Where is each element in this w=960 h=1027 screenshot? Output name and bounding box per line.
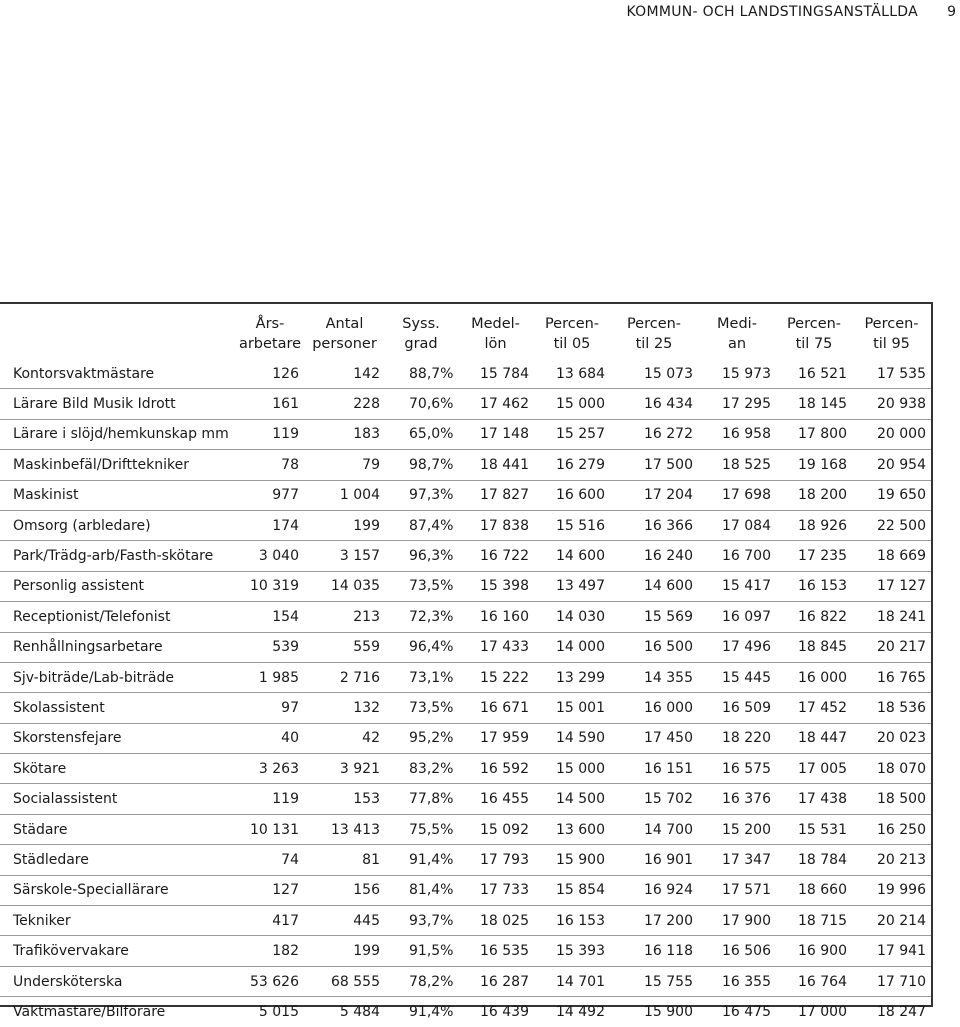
cell-antal-personer: 79 [362,456,380,473]
cell-occupation: Skötare [13,760,67,777]
cell-occupation: Tekniker [13,912,71,929]
cell-medellon: 15 092 [480,821,529,838]
cell-median: 18 220 [722,730,771,747]
cell-percentil-25: 16 118 [644,943,693,960]
cell-syss-grad: 91,4% [409,1003,454,1020]
cell-median: 16 506 [722,943,771,960]
column-header-line1: Percen- [864,316,919,332]
cell-syss-grad: 88,7% [409,365,454,382]
cell-percentil-95: 18 241 [877,608,926,625]
cell-arsarbetare: 10 131 [250,821,299,838]
cell-medellon: 18 025 [480,912,529,929]
cell-percentil-05: 15 257 [556,426,605,443]
table-row [0,602,931,632]
cell-percentil-95: 20 954 [877,456,926,473]
cell-arsarbetare: 40 [281,730,299,747]
cell-medellon: 15 784 [480,365,529,382]
cell-percentil-25: 15 073 [644,365,693,382]
cell-median: 17 496 [722,639,771,656]
cell-medellon: 16 455 [480,791,529,808]
cell-antal-personer: 142 [353,365,380,382]
cell-medellon: 16 535 [480,943,529,960]
column-header-percentil-75 [776,304,852,359]
cell-syss-grad: 87,4% [409,517,454,534]
cell-arsarbetare: 154 [272,608,299,625]
cell-syss-grad: 96,3% [409,548,454,565]
cell-percentil-95: 22 500 [877,517,926,534]
cell-antal-personer: 5 484 [339,1003,380,1020]
cell-occupation: Park/Trädg-arb/Fasth-skötare [13,548,214,565]
cell-percentil-95: 17 535 [877,365,926,382]
cell-median: 17 347 [722,851,771,868]
table-row [0,632,931,662]
cell-percentil-25: 14 700 [644,821,693,838]
cell-medellon: 17 148 [480,426,529,443]
column-header-percentil-95 [852,304,931,359]
cell-median: 17 295 [722,396,771,413]
cell-occupation: Receptionist/Telefonist [13,608,171,625]
cell-antal-personer: 13 413 [331,821,380,838]
column-header-line2: til 05 [553,336,591,352]
cell-arsarbetare: 119 [272,426,299,443]
cell-median: 16 958 [722,426,771,443]
cell-medellon: 18 441 [480,456,529,473]
cell-percentil-25: 15 755 [644,973,693,990]
cell-percentil-05: 15 393 [556,943,605,960]
cell-syss-grad: 93,7% [409,912,454,929]
cell-percentil-75: 18 845 [798,639,847,656]
cell-median: 16 475 [722,1003,771,1020]
cell-antal-personer: 153 [353,791,380,808]
cell-median: 16 376 [722,791,771,808]
cell-syss-grad: 78,2% [409,973,454,990]
cell-occupation: Sjv-biträde/Lab-biträde [13,669,174,686]
cell-percentil-75: 17 800 [798,426,847,443]
cell-percentil-25: 16 924 [644,882,693,899]
cell-percentil-05: 13 600 [556,821,605,838]
cell-percentil-95: 18 669 [877,548,926,565]
cell-percentil-75: 18 145 [798,396,847,413]
cell-percentil-75: 16 000 [798,669,847,686]
cell-percentil-05: 14 500 [556,791,605,808]
cell-medellon: 17 959 [480,730,529,747]
cell-percentil-25: 14 600 [644,578,693,595]
cell-median: 15 973 [722,365,771,382]
cell-syss-grad: 95,2% [409,730,454,747]
column-header-arsarbetare [236,304,304,359]
cell-percentil-25: 15 569 [644,608,693,625]
cell-percentil-05: 15 001 [556,699,605,716]
cell-syss-grad: 72,3% [409,608,454,625]
cell-arsarbetare: 78 [281,456,299,473]
cell-medellon: 17 733 [480,882,529,899]
column-header-line1: Percen- [544,316,600,332]
cell-syss-grad: 91,4% [409,851,454,868]
table-row [0,845,931,875]
cell-arsarbetare: 53 626 [250,973,299,990]
table-row [0,541,931,571]
cell-percentil-75: 16 764 [798,973,847,990]
cell-percentil-75: 18 926 [798,517,847,534]
table-row [0,875,931,905]
cell-percentil-05: 15 000 [556,760,605,777]
cell-arsarbetare: 127 [272,882,299,899]
cell-antal-personer: 3 921 [339,760,380,777]
cell-syss-grad: 75,5% [409,821,454,838]
cell-antal-personer: 156 [353,882,380,899]
cell-percentil-25: 15 702 [644,791,693,808]
cell-syss-grad: 83,2% [409,760,454,777]
cell-median: 16 575 [722,760,771,777]
cell-percentil-95: 18 536 [877,699,926,716]
cell-percentil-05: 16 600 [556,487,605,504]
column-header-line2: til 75 [795,336,833,352]
cell-percentil-95: 20 214 [877,912,926,929]
salary-table [0,304,931,1027]
table-row [0,754,931,784]
column-header-line1: Percen- [626,316,682,332]
cell-occupation: Vaktmästare/Bilförare [13,1003,166,1020]
cell-percentil-25: 17 200 [644,912,693,929]
cell-percentil-95: 19 650 [877,487,926,504]
page-number: 9 [947,4,956,20]
cell-percentil-05: 16 279 [556,456,605,473]
column-header-line2: personer [312,336,377,352]
cell-medellon: 17 793 [480,851,529,868]
table-row [0,906,931,936]
column-header-line1: Percen- [786,316,842,332]
cell-median: 17 698 [722,487,771,504]
cell-percentil-75: 17 452 [798,699,847,716]
cell-percentil-25: 14 355 [644,669,693,686]
table-row [0,997,931,1027]
table-row [0,389,931,419]
cell-percentil-25: 16 366 [644,517,693,534]
table-row [0,419,931,449]
cell-occupation: Lärare Bild Musik Idrott [13,396,176,413]
cell-percentil-75: 19 168 [798,456,847,473]
cell-percentil-75: 16 822 [798,608,847,625]
cell-antal-personer: 445 [353,912,380,929]
cell-percentil-75: 17 438 [798,791,847,808]
cell-antal-personer: 199 [353,517,380,534]
cell-occupation: Trafikövervakare [13,943,129,960]
cell-syss-grad: 77,8% [409,791,454,808]
cell-occupation: Skolassistent [13,699,105,716]
cell-percentil-05: 14 492 [556,1003,605,1020]
cell-percentil-75: 18 715 [798,912,847,929]
cell-percentil-75: 18 447 [798,730,847,747]
column-header-line2: arbetare [238,336,302,352]
cell-arsarbetare: 3 263 [258,760,299,777]
cell-median: 16 097 [722,608,771,625]
cell-syss-grad: 73,1% [409,669,454,686]
cell-arsarbetare: 417 [272,912,299,929]
column-header-line2: til 95 [873,336,910,352]
cell-percentil-05: 14 000 [556,639,605,656]
cell-arsarbetare: 977 [272,487,299,504]
cell-percentil-95: 20 000 [877,426,926,443]
table-row [0,966,931,996]
cell-occupation: Lärare i slöjd/hemkunskap mm [13,426,229,443]
cell-arsarbetare: 539 [272,639,299,656]
cell-occupation: Socialassistent [13,791,118,808]
cell-arsarbetare: 1 985 [258,669,299,686]
column-header-line2: grad [404,336,438,352]
cell-percentil-05: 14 030 [556,608,605,625]
cell-syss-grad: 81,4% [409,882,454,899]
cell-median: 16 355 [722,973,771,990]
cell-occupation: Personlig assistent [13,578,144,595]
cell-medellon: 17 433 [480,639,529,656]
column-header-line1: Medel- [471,316,520,332]
cell-medellon: 17 462 [480,396,529,413]
cell-arsarbetare: 182 [272,943,299,960]
column-header-line2: lön [484,336,507,352]
cell-medellon: 16 287 [480,973,529,990]
cell-median: 16 509 [722,699,771,716]
table-row [0,450,931,480]
cell-median: 15 417 [722,578,771,595]
cell-percentil-75: 18 200 [798,487,847,504]
cell-percentil-25: 16 000 [644,699,693,716]
cell-occupation: Omsorg (arbledare) [13,517,151,534]
cell-percentil-25: 15 900 [644,1003,693,1020]
cell-syss-grad: 96,4% [409,639,454,656]
column-header-antal-personer [304,304,385,359]
cell-occupation: Städledare [13,851,89,868]
cell-percentil-05: 15 000 [556,396,605,413]
cell-percentil-25: 16 901 [644,851,693,868]
table-row [0,723,931,753]
cell-median: 17 900 [722,912,771,929]
table-row [0,359,931,389]
column-header-line1: Medi- [717,316,757,332]
column-header-syss-grad [385,304,457,359]
table-row [0,814,931,844]
cell-medellon: 17 838 [480,517,529,534]
column-header-line2: an [727,336,747,352]
cell-occupation: Maskinist [13,487,79,504]
cell-percentil-05: 16 153 [556,912,605,929]
column-header-percentil-25 [610,304,698,359]
cell-percentil-75: 17 000 [798,1003,847,1020]
cell-syss-grad: 91,5% [409,943,454,960]
cell-antal-personer: 228 [353,396,380,413]
cell-percentil-75: 16 521 [798,365,847,382]
running-title: KOMMUN- OCH LANDSTINGSANSTÄLLDA [626,4,918,20]
column-header-occupation [0,304,236,359]
cell-percentil-95: 18 500 [877,791,926,808]
cell-occupation: Skorstensfejare [13,730,122,747]
cell-percentil-95: 19 996 [877,882,926,899]
cell-percentil-05: 14 600 [556,548,605,565]
cell-median: 15 200 [722,821,771,838]
cell-antal-personer: 183 [353,426,380,443]
cell-antal-personer: 81 [362,851,380,868]
cell-median: 15 445 [722,669,771,686]
cell-occupation: Maskinbefäl/Drifttekniker [13,456,189,473]
cell-percentil-75: 16 900 [798,943,847,960]
cell-arsarbetare: 126 [272,365,299,382]
cell-antal-personer: 68 555 [331,973,380,990]
table-row [0,510,931,540]
cell-medellon: 16 671 [480,699,529,716]
cell-arsarbetare: 3 040 [258,548,299,565]
cell-medellon: 17 827 [480,487,529,504]
column-header-line1: Antal [325,316,364,332]
cell-percentil-05: 13 684 [556,365,605,382]
column-header-medellon [457,304,534,359]
cell-medellon: 16 160 [480,608,529,625]
cell-percentil-05: 14 590 [556,730,605,747]
cell-medellon: 15 398 [480,578,529,595]
cell-percentil-75: 17 235 [798,548,847,565]
cell-percentil-25: 17 204 [644,487,693,504]
cell-arsarbetare: 161 [272,396,299,413]
cell-antal-personer: 14 035 [331,578,380,595]
cell-antal-personer: 132 [353,699,380,716]
cell-percentil-25: 17 450 [644,730,693,747]
cell-syss-grad: 70,6% [409,396,454,413]
cell-percentil-25: 16 151 [644,760,693,777]
table-header [0,304,931,359]
cell-antal-personer: 3 157 [339,548,380,565]
cell-syss-grad: 73,5% [409,578,454,595]
cell-medellon: 16 592 [480,760,529,777]
table-row [0,480,931,510]
cell-occupation: Städare [13,821,68,838]
cell-occupation: Undersköterska [13,973,123,990]
cell-percentil-95: 18 247 [877,1003,926,1020]
cell-occupation: Renhållningsarbetare [13,639,163,656]
cell-occupation: Särskole-Speciallärare [13,882,169,899]
cell-percentil-05: 15 854 [556,882,605,899]
cell-percentil-95: 17 941 [877,943,926,960]
cell-percentil-75: 18 660 [798,882,847,899]
cell-median: 17 084 [722,517,771,534]
cell-syss-grad: 73,5% [409,699,454,716]
cell-percentil-05: 15 900 [556,851,605,868]
cell-median: 16 700 [722,548,771,565]
column-header-line1: Syss. [402,316,440,332]
cell-syss-grad: 97,3% [409,487,454,504]
cell-percentil-95: 20 217 [877,639,926,656]
cell-arsarbetare: 74 [281,851,299,868]
cell-percentil-95: 20 938 [877,396,926,413]
table-row [0,784,931,814]
cell-arsarbetare: 5 015 [258,1003,299,1020]
cell-arsarbetare: 174 [272,517,299,534]
cell-medellon: 15 222 [480,669,529,686]
column-header-median [698,304,776,359]
cell-percentil-05: 13 299 [556,669,605,686]
cell-percentil-95: 20 023 [877,730,926,747]
cell-antal-personer: 42 [362,730,380,747]
cell-percentil-75: 16 153 [798,578,847,595]
cell-antal-personer: 199 [353,943,380,960]
cell-percentil-75: 18 784 [798,851,847,868]
column-header-percentil-05 [534,304,610,359]
cell-arsarbetare: 10 319 [250,578,299,595]
table-row [0,662,931,692]
cell-percentil-25: 16 500 [644,639,693,656]
table-row [0,571,931,601]
cell-arsarbetare: 97 [281,699,299,716]
salary-table-frame [0,302,933,1020]
cell-percentil-25: 17 500 [644,456,693,473]
cell-percentil-25: 16 240 [644,548,693,565]
cell-percentil-25: 16 434 [644,396,693,413]
cell-percentil-95: 16 250 [877,821,926,838]
cell-antal-personer: 1 004 [339,487,380,504]
cell-percentil-95: 20 213 [877,851,926,868]
cell-arsarbetare: 119 [272,791,299,808]
cell-percentil-95: 18 070 [877,760,926,777]
cell-medellon: 16 722 [480,548,529,565]
table-body [0,359,931,1027]
cell-percentil-25: 16 272 [644,426,693,443]
cell-antal-personer: 559 [353,639,380,656]
cell-median: 17 571 [722,882,771,899]
cell-median: 18 525 [722,456,771,473]
cell-syss-grad: 65,0% [409,426,454,443]
cell-percentil-95: 16 765 [877,669,926,686]
table-row [0,693,931,723]
table-row [0,936,931,966]
page-header [0,2,960,24]
cell-percentil-95: 17 710 [877,973,926,990]
cell-percentil-75: 17 005 [798,760,847,777]
cell-syss-grad: 98,7% [409,456,454,473]
cell-percentil-05: 14 701 [556,973,605,990]
cell-percentil-95: 17 127 [877,578,926,595]
cell-medellon: 16 439 [480,1003,529,1020]
column-header-line2: til 25 [635,336,673,352]
cell-occupation: Kontorsvaktmästare [13,365,155,382]
cell-percentil-05: 15 516 [556,517,605,534]
cell-antal-personer: 213 [353,608,380,625]
column-header-line1: Års- [255,316,285,332]
cell-percentil-75: 15 531 [798,821,847,838]
cell-percentil-05: 13 497 [556,578,605,595]
cell-antal-personer: 2 716 [339,669,380,686]
